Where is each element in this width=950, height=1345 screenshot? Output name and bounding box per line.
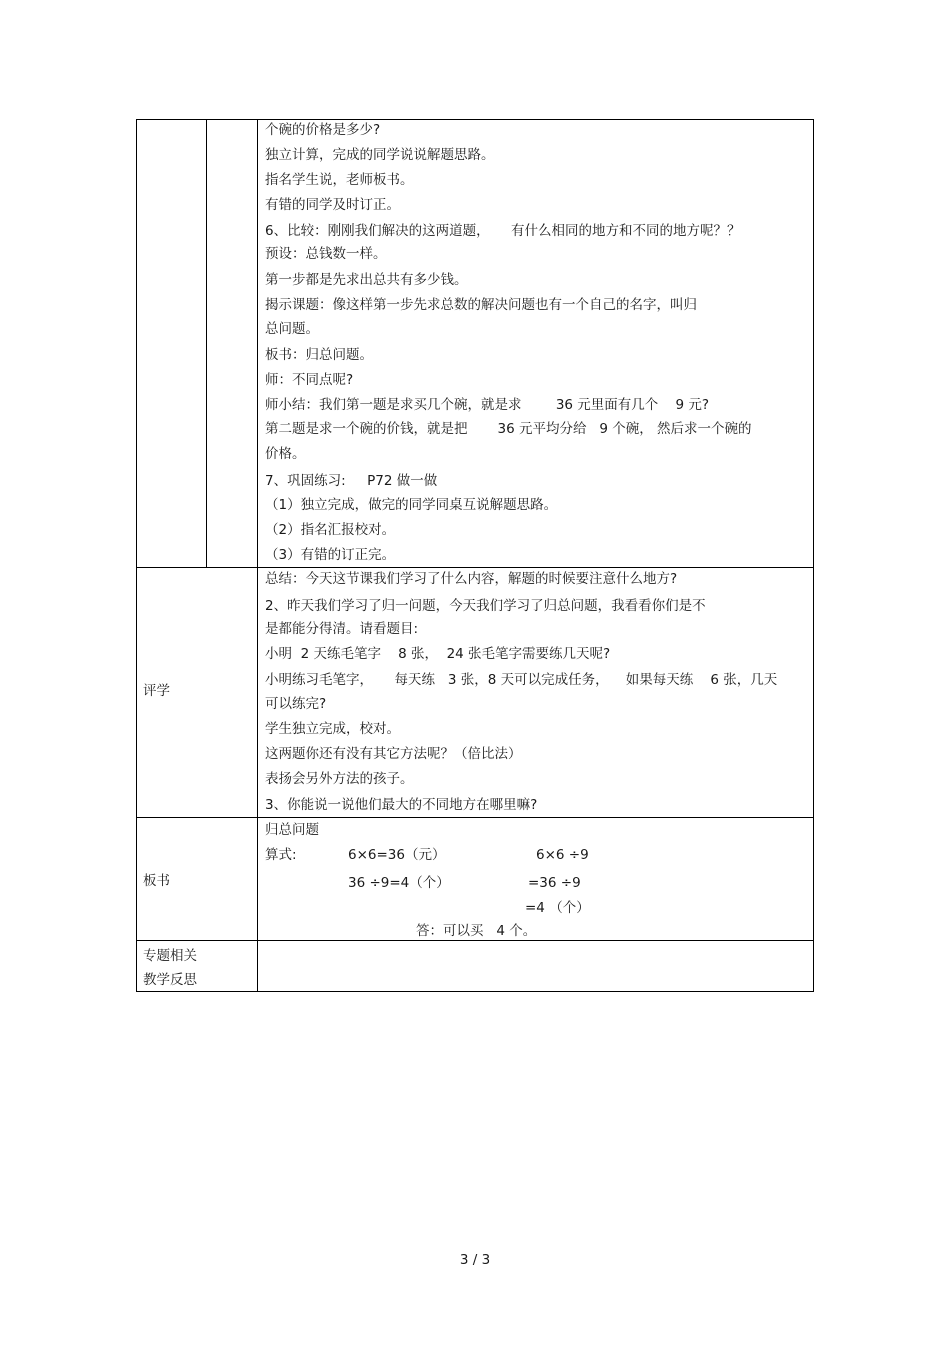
text-line: 可以练完? bbox=[265, 696, 327, 712]
board-title: 归总问题 bbox=[265, 822, 319, 838]
formula-right-1: 6×6 ÷9 bbox=[536, 847, 589, 863]
row-divider-2 bbox=[136, 817, 814, 818]
text-line: （3）有错的订正完。 bbox=[265, 547, 396, 563]
text-line: 3、你能说一说他们最大的不同地方在哪里嘛? bbox=[265, 797, 538, 813]
board-answer: 答：可以买 4 个。 bbox=[416, 923, 537, 939]
text-line: 有错的同学及时订正。 bbox=[265, 197, 400, 213]
text-line: 表扬会另外方法的孩子。 bbox=[265, 771, 414, 787]
text-line: 学生独立完成，校对。 bbox=[265, 721, 400, 737]
text-line: 是都能分得清。请看题目: bbox=[265, 621, 419, 637]
row-label-reflection-1: 专题相关 bbox=[143, 948, 197, 964]
row-label-evaluation: 评学 bbox=[143, 683, 170, 699]
page-number: 3 / 3 bbox=[459, 1252, 491, 1268]
row-label-reflection-2: 教学反思 bbox=[143, 972, 197, 988]
text-line: 小明练习毛笔字， 每天练 3 张，8 天可以完成任务， 如果每天练 6 张，几天 bbox=[265, 672, 778, 688]
formula-right-2: =36 ÷9 bbox=[528, 875, 581, 891]
formula-label: 算式: bbox=[265, 847, 297, 863]
row-label-blackboard: 板书 bbox=[143, 873, 170, 889]
text-line: 总问题。 bbox=[265, 321, 319, 337]
text-line: （2）指名汇报校对。 bbox=[265, 522, 396, 538]
formula-left-1: 6×6=36（元） bbox=[348, 847, 446, 863]
text-line: 小明 2 天练毛笔字 8 张， 24 张毛笔字需要练几天呢? bbox=[265, 646, 611, 662]
text-line: 这两题你还有没有其它方法呢？（倍比法） bbox=[265, 746, 522, 762]
col-divider-main bbox=[257, 119, 258, 992]
text-line: 6、比较：刚刚我们解决的这两道题， 有什么相同的地方和不同的地方呢？？ bbox=[265, 223, 741, 239]
text-line: 指名学生说，老师板书。 bbox=[265, 172, 414, 188]
formula-left-2: 36 ÷9=4（个） bbox=[348, 875, 450, 891]
text-line: 个碗的价格是多少? bbox=[265, 122, 381, 138]
text-line: 总结：今天这节课我们学习了什么内容，解题的时候要注意什么地方? bbox=[265, 571, 678, 587]
row-divider-1 bbox=[136, 567, 814, 568]
text-line: 揭示课题：像这样第一步先求总数的解决问题也有一个自己的名字，叫归 bbox=[265, 297, 697, 313]
text-line: 第二题是求一个碗的价钱，就是把 36 元平均分给 9 个碗， 然后求一个碗的 bbox=[265, 421, 752, 437]
lesson-table bbox=[136, 119, 814, 992]
text-line: 价格。 bbox=[265, 446, 306, 462]
text-line: 板书：归总问题。 bbox=[265, 347, 373, 363]
text-line: 独立计算，完成的同学说说解题思路。 bbox=[265, 147, 495, 163]
text-line: 师小结：我们第一题是求买几个碗，就是求 36 元里面有几个 9 元? bbox=[265, 397, 710, 413]
text-line: 师：不同点呢? bbox=[265, 372, 354, 388]
col-divider-inner bbox=[206, 119, 207, 567]
formula-right-3: =4 （个） bbox=[525, 900, 590, 916]
text-line: 第一步都是先求出总共有多少钱。 bbox=[265, 272, 468, 288]
text-line: 7、巩固练习: P72 做一做 bbox=[265, 473, 438, 489]
text-line: （1）独立完成，做完的同学同桌互说解题思路。 bbox=[265, 497, 558, 513]
text-line: 预设：总钱数一样。 bbox=[265, 246, 387, 262]
text-line: 2、昨天我们学习了归一问题，今天我们学习了归总问题，我看看你们是不 bbox=[265, 598, 706, 614]
row-divider-3 bbox=[136, 940, 814, 941]
